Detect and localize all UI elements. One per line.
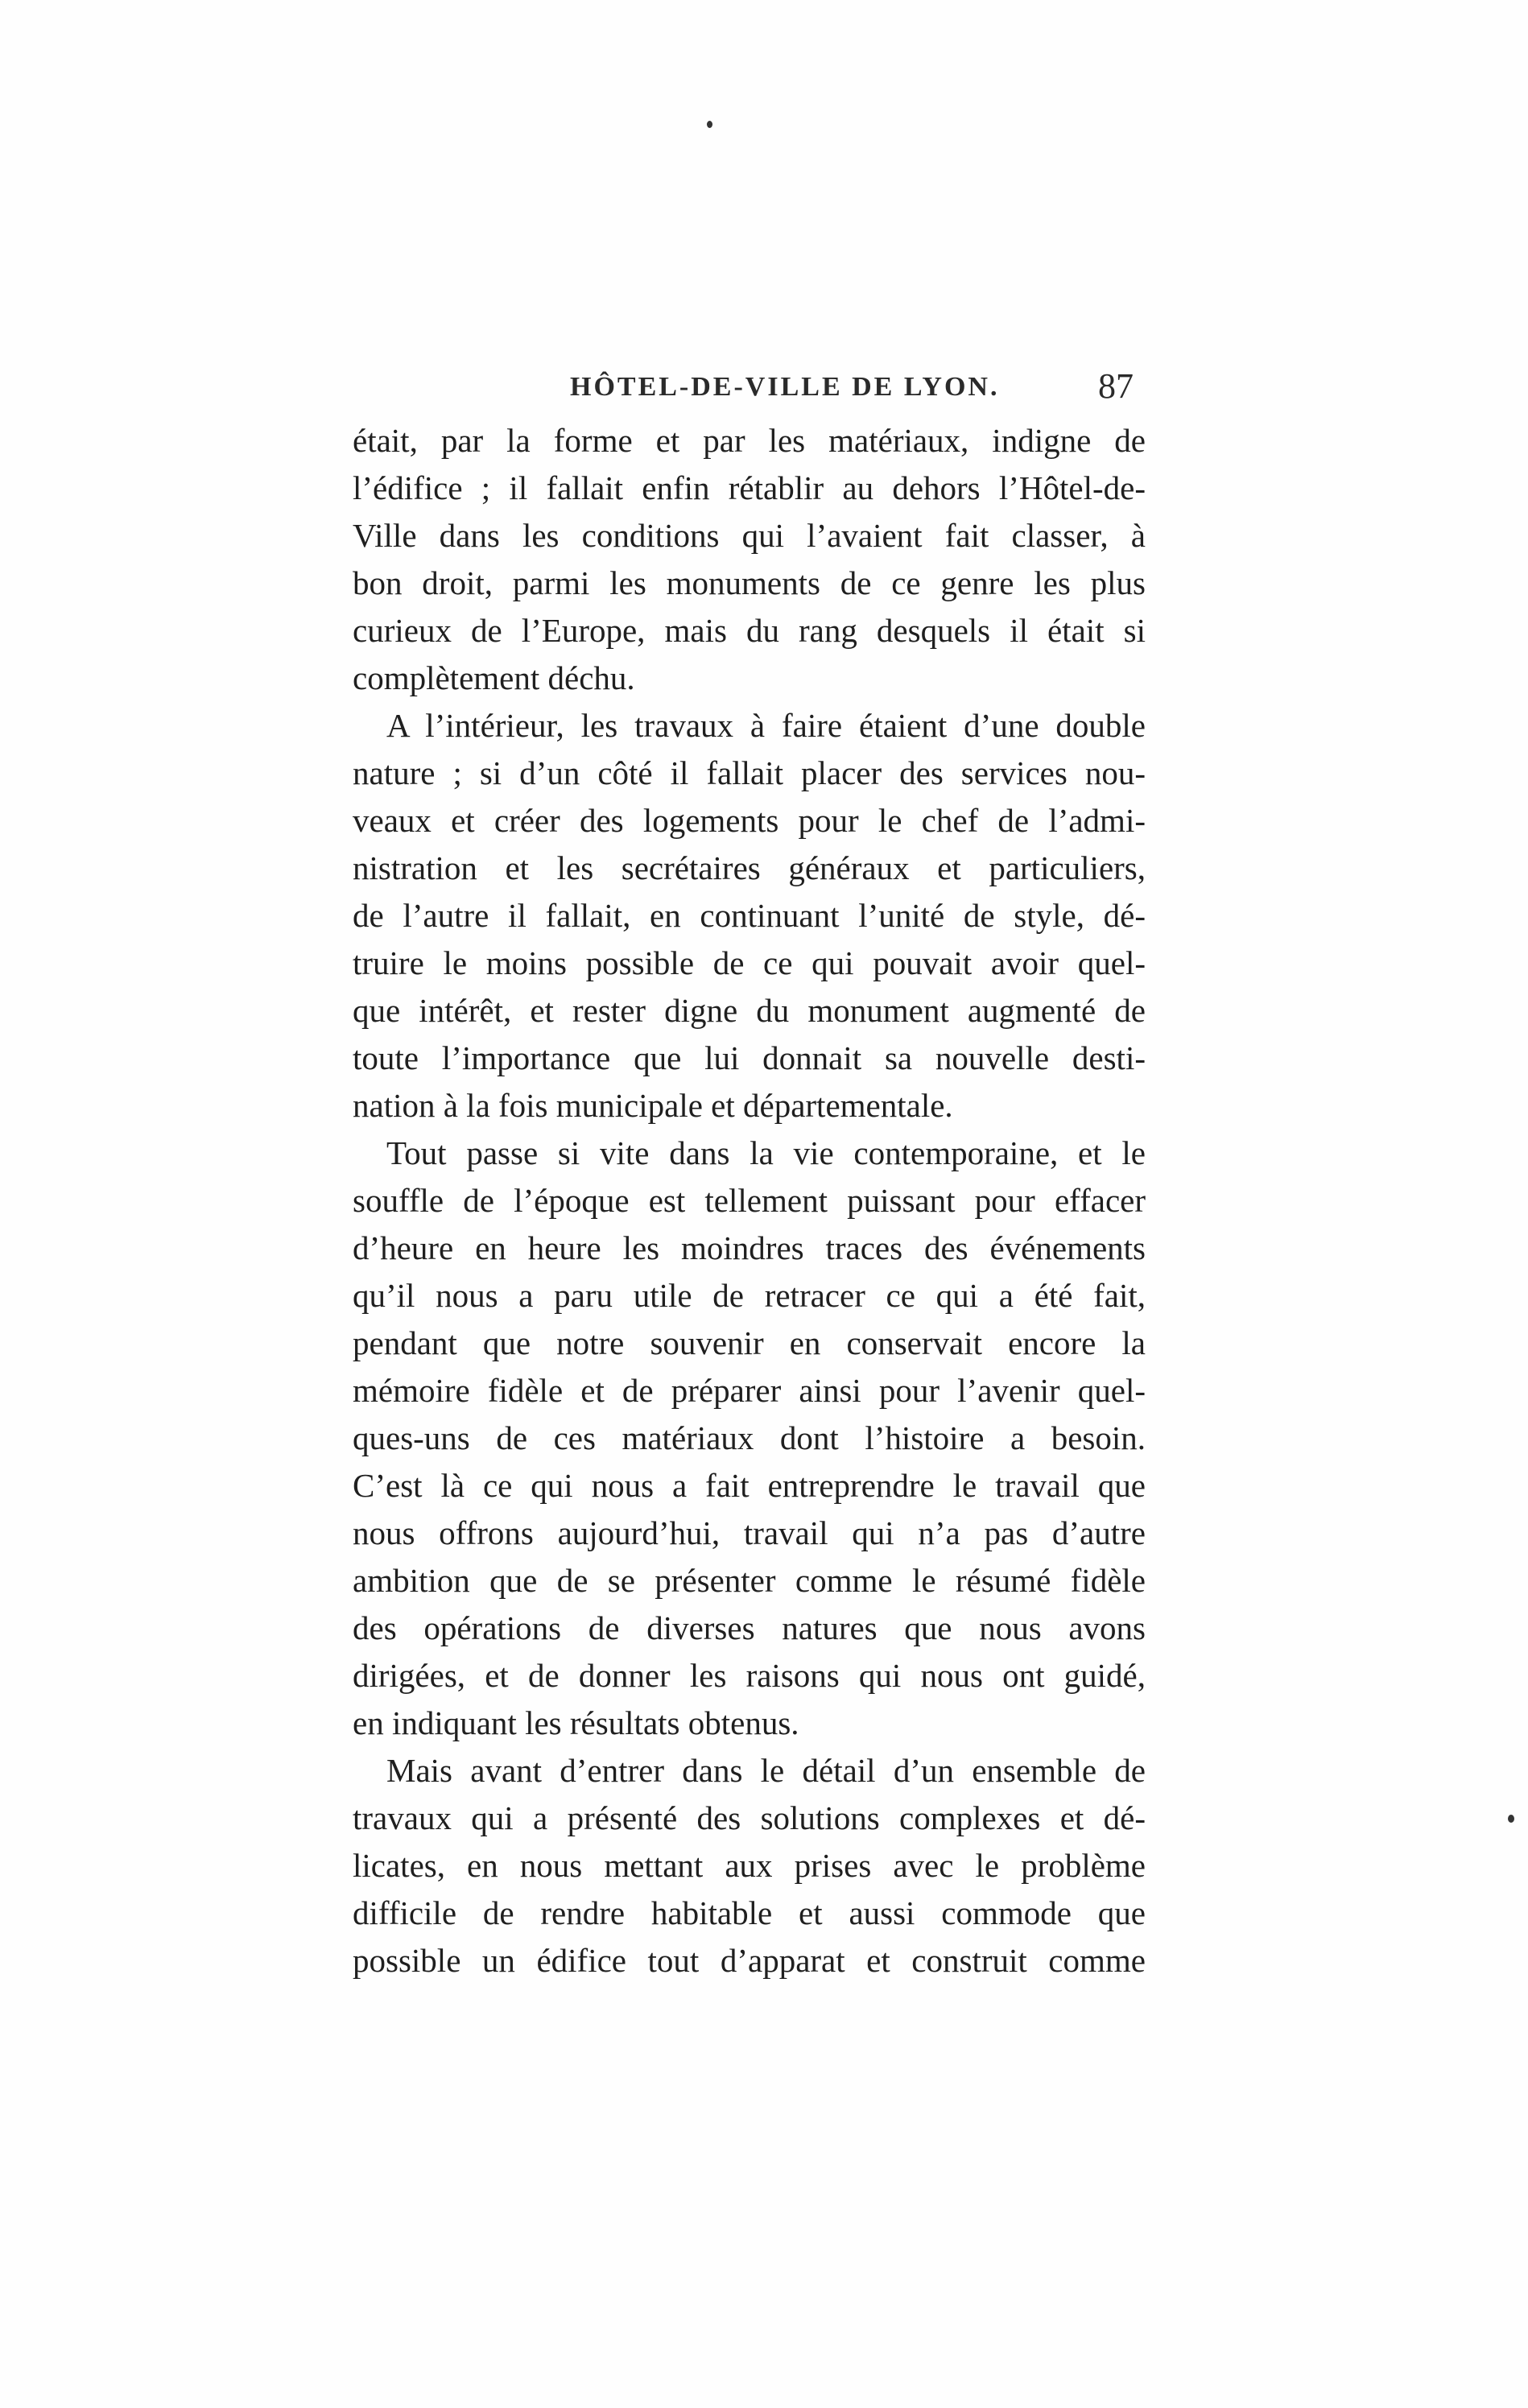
- print-speck: [707, 121, 712, 128]
- text-line: veaux et créer des logements pour le chef de l’admi-: [353, 802, 1146, 839]
- text-line: en indiquant les résultats obtenus.: [353, 1704, 799, 1741]
- print-speck: [1508, 1815, 1514, 1823]
- running-title: HÔTEL-DE-VILLE DE LYON.: [570, 372, 1000, 402]
- text-line: pendant que notre souvenir en conservait encore la: [353, 1324, 1146, 1361]
- text-line: bon droit, parmi les monuments de ce genre les plus: [353, 564, 1146, 601]
- text-line: Mais avant d’entrer dans le détail d’un ensemble de: [386, 1752, 1146, 1789]
- text-line: Tout passe si vite dans la vie contemporaine, et le: [386, 1134, 1146, 1171]
- text-line: dirigées, et de donner les raisons qui nous ont guidé,: [353, 1657, 1146, 1694]
- text-line: nistration et les secrétaires généraux et particuliers,: [353, 849, 1146, 886]
- text-line: était, par la forme et par les matériaux, indigne de: [353, 422, 1146, 459]
- text-line: nation à la fois municipale et départementale.: [353, 1087, 953, 1124]
- body-text: [353, 417, 1146, 1985]
- text-line: que intérêt, et rester digne du monument augmenté de: [353, 992, 1146, 1029]
- text-line: truire le moins possible de ce qui pouvait avoir quel-: [353, 944, 1146, 981]
- text-line: C’est là ce qui nous a fait entreprendre le travail que: [353, 1467, 1146, 1504]
- text-line: mémoire fidèle et de préparer ainsi pour l’avenir quel-: [353, 1372, 1146, 1409]
- text-line: complètement déchu.: [353, 659, 635, 696]
- text-line: A l’intérieur, les travaux à faire étaient d’une double: [386, 707, 1146, 744]
- text-line: l’édifice ; il fallait enfin rétablir au dehors l’Hôtel-de-: [353, 469, 1146, 506]
- text-line: licates, en nous mettant aux prises avec le problème: [353, 1847, 1146, 1884]
- text-line: ques-uns de ces matériaux dont l’histoire a besoin.: [353, 1419, 1146, 1456]
- text-line: des opérations de diverses natures que nous avons: [353, 1609, 1146, 1646]
- text-line: toute l’importance que lui donnait sa nouvelle desti-: [353, 1039, 1146, 1076]
- text-line: Ville dans les conditions qui l’avaient fait classer, à: [353, 517, 1146, 554]
- text-line: nous offrons aujourd’hui, travail qui n’a pas d’autre: [353, 1514, 1146, 1551]
- text-line: travaux qui a présenté des solutions complexes et dé-: [353, 1799, 1146, 1836]
- text-line: d’heure en heure les moindres traces des événements: [353, 1229, 1146, 1266]
- text-line: difficile de rendre habitable et aussi commode que: [353, 1894, 1146, 1931]
- text-line: souffle de l’époque est tellement puissant pour effacer: [353, 1182, 1146, 1219]
- text-line: qu’il nous a paru utile de retracer ce qui a été fait,: [353, 1277, 1146, 1314]
- text-line: possible un édifice tout d’apparat et construit comme: [353, 1942, 1146, 1979]
- text-line: ambition que de se présenter comme le résumé fidèle: [353, 1562, 1146, 1599]
- text-line: nature ; si d’un côté il fallait placer des services nou-: [353, 754, 1146, 791]
- page-number: 87: [1098, 366, 1134, 406]
- text-line: de l’autre il fallait, en continuant l’unité de style, dé-: [353, 897, 1146, 934]
- text-line: curieux de l’Europe, mais du rang desquels il était si: [353, 612, 1146, 649]
